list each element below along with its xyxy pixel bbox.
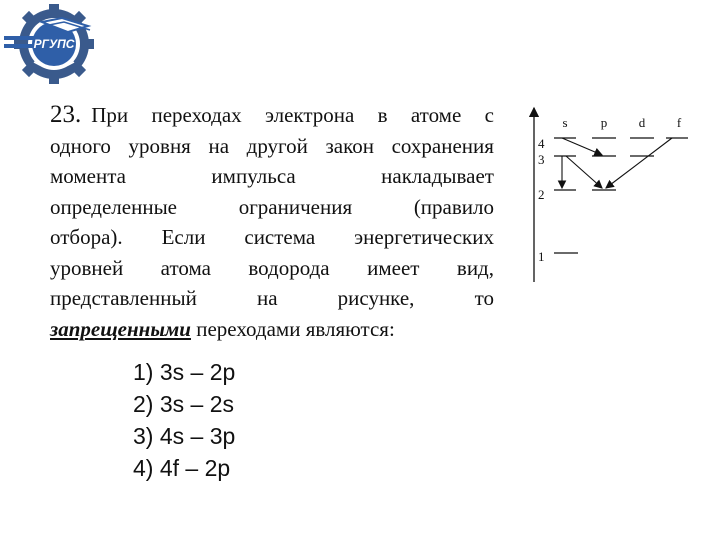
transition-4f-2p [606,138,672,188]
question-line-8: запрещенными переходами являются: [50,314,494,345]
question-number: 23. [50,101,82,128]
logo-text: РГУПС [33,37,75,51]
answer-option-1[interactable]: 1) 3s – 2p [133,359,236,385]
column-label-f: f [676,115,682,130]
question-line-7: представленный на рисунке, то [50,286,494,310]
level-label-2: 2 [538,187,545,202]
question-line-5: отбора). Если система энергетических [50,225,494,249]
forbidden-word: запрещенными [50,316,191,341]
column-label-p: p [600,115,608,130]
column-label-s: s [562,115,568,130]
transition-4s-3p [562,138,602,155]
university-logo [4,2,104,84]
column-label-d: d [638,115,646,130]
transition-3s-2p [566,156,602,188]
question-line-1: 23. При переходах электрона в атоме с [50,101,494,128]
level-label-4: 4 [538,136,545,151]
question-line-4: определенные ограничения (правило [50,194,494,219]
energy-level-diagram [520,100,720,290]
question-line-6: уровней атома водорода имеет вид, [50,255,494,280]
answer-option-2[interactable]: 2) 3s – 2s [133,391,234,417]
answer-option-4[interactable]: 4) 4f – 2p [133,455,231,481]
level-label-3: 3 [538,152,545,167]
answer-list [133,356,235,484]
question-line-2: одного уровня на другой закон сохранения [50,133,494,158]
answer-option-3[interactable]: 3) 4s – 3p [133,423,236,449]
level-label-1: 1 [538,249,545,264]
question-text [50,100,494,344]
question-line-3: момента импульса накладывает [50,164,494,188]
